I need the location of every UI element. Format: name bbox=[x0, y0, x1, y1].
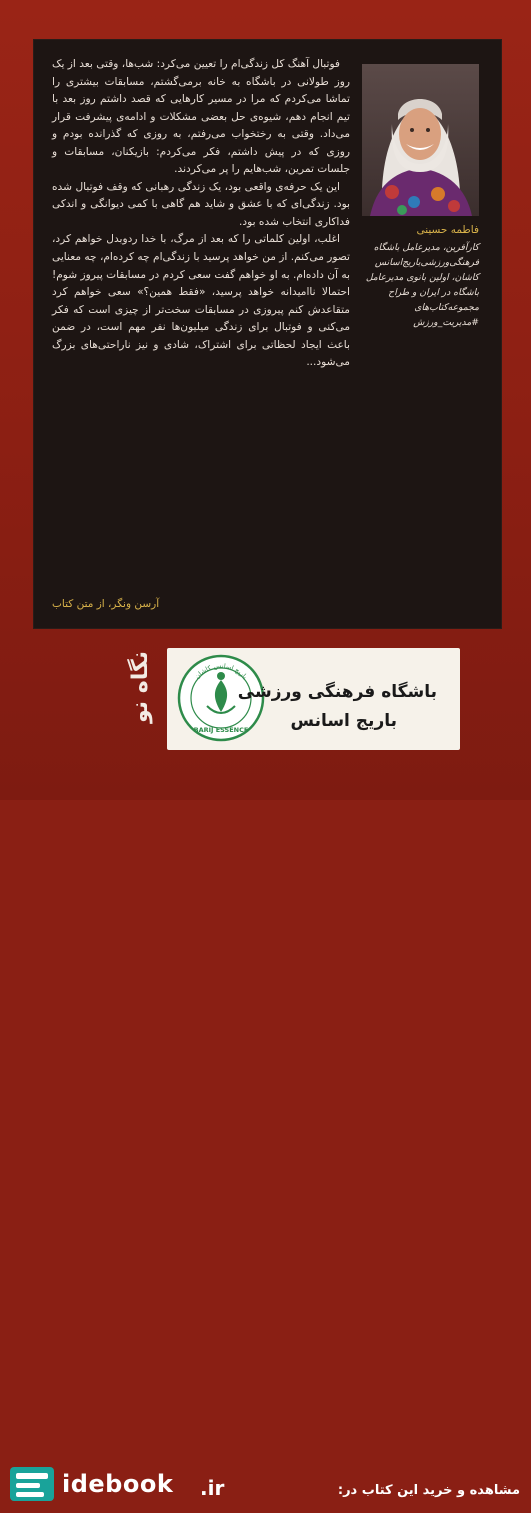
publisher-logo-icon bbox=[128, 650, 164, 724]
author-name: فاطمه حسینی bbox=[416, 224, 479, 236]
idebook-site-name: idebook bbox=[62, 1470, 174, 1498]
idebook-ad-text: مشاهده و خرید این کتاب در: bbox=[337, 1483, 520, 1498]
author-info bbox=[362, 222, 479, 330]
idebook-banner[interactable] bbox=[0, 722, 531, 1500]
seal-top-text: باریج اسانس کاشان bbox=[193, 661, 250, 681]
author-portrait-icon bbox=[362, 64, 479, 216]
excerpt-paragraph-3: اغلب، اولین کلماتی را که بعد از مرگ، با خدا ردوبدل خواهم کرد، تصور می‌کنم. از من خواهد پرسید با زندگی‌ام چه کرده‌ام، چه معنایی به آن داده‌ام. به او خواهم گفت سعی کردم در مسابقات پیروز شوم! احتمالا ناامیدانه خواهد پرسید، «فقط همین؟» سعی خواهم کرد متقاعدش کنم پیروزی در مسابقات سخت‌تر از چیزی است که فکر می‌کنی و فوتبال برای زندگی میلیون‌ها نفر مهم است، در ضمن باعث ایجاد لحظاتی برای اشتراک، شادی و نیز ناراحتی‌های بزرگ می‌شود... bbox=[52, 233, 350, 369]
excerpt-paragraph-2: این یک حرفه‌ی واقعی بود، یک زندگی رهبانی که وقف فوتبال شده بود. زندگی‌ای که با عشق و شاید هم گاهی با کمی دیوانگی و اندکی فداکاری انتخاب شده بود. bbox=[52, 180, 350, 228]
author-photo bbox=[362, 64, 479, 216]
excerpt-text bbox=[52, 56, 350, 616]
seal-bottom-text: BARIJ ESSENCE bbox=[193, 726, 249, 734]
excerpt-signature: آرسن ونگر، از متن کتاب bbox=[52, 598, 160, 610]
idebook-site-tld: .ir bbox=[200, 1476, 225, 1500]
publisher-logo-text: نگاه نو bbox=[128, 650, 153, 724]
club-name-line-2: باریج اسانس bbox=[290, 711, 397, 731]
club-name-line-1: باشگاه فرهنگی ورزشی bbox=[237, 682, 437, 702]
author-bio: کارآفرین، مدیرعامل باشگاه فرهنگی‌ورزشی‌باریج‌اسانس کاشان، اولین بانوی مدیرعامل باشگاه در ایران و طراح مجموعه‌کتاب‌های #مدیریت_ورزش bbox=[365, 242, 479, 328]
excerpt-paragraph-1: فوتبال آهنگ کل زندگی‌ام را تعیین می‌کرد: شب‌ها، وقتی بعد از یک روز طولانی در باشگاه به خانه برمی‌گشتم، مسابقات بیشتری را تماشا می‌کردم که مرا در مسیر کارهایی که قصد داشتم روز بعد با تیم انجام دهم، شیوه‌ی حل بعضی مشکلات و ادامه‌ی پیشرفت قرار می‌داد. وقتی به رختخواب می‌رفتم، به روزی که گذرانده بودم و روزی که در پیش داشتم، فکر می‌کردم: بازیکنان، مسابقات و جلسات تمرین، شب‌هایم را پر می‌کردند. bbox=[51, 58, 350, 176]
